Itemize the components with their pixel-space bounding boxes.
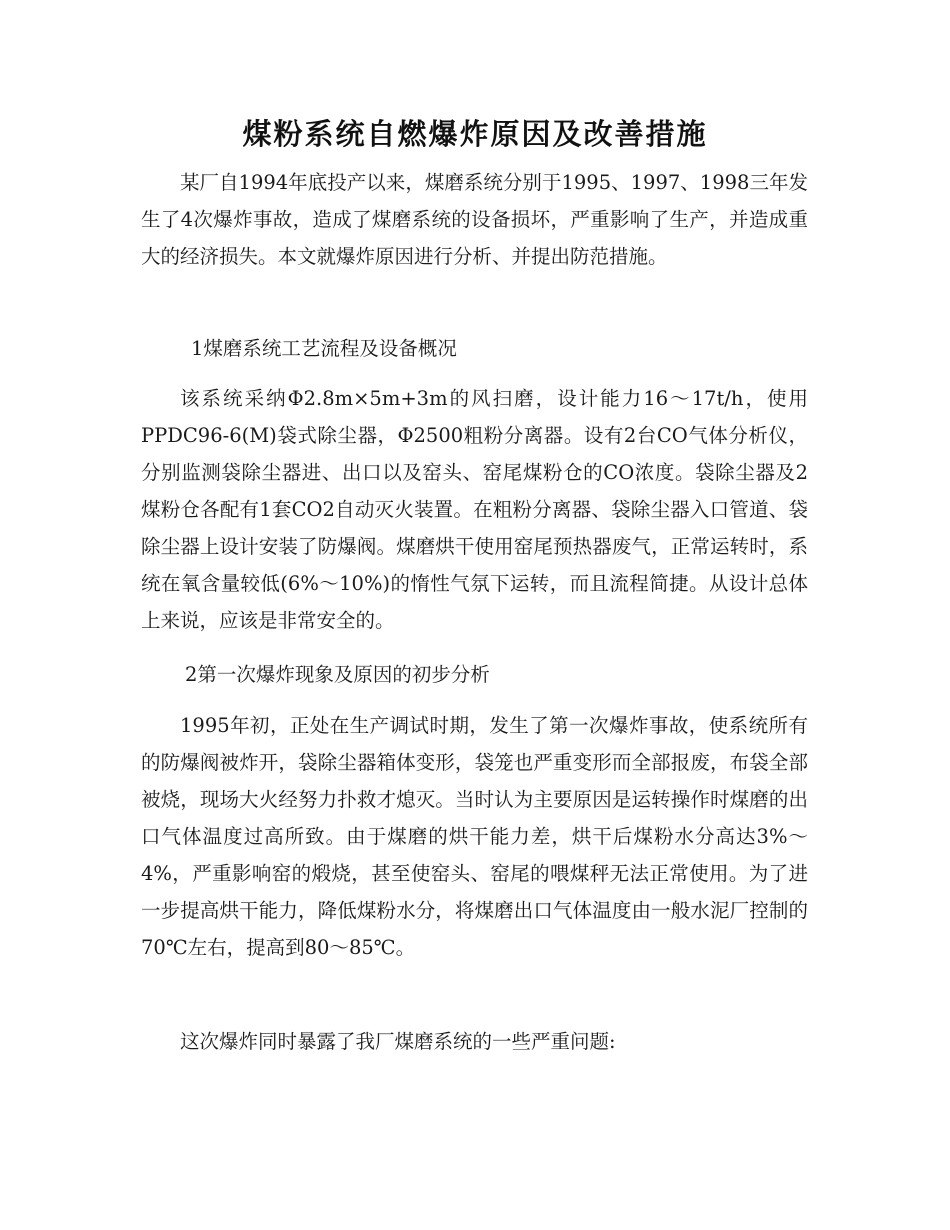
paragraph-system-overview: 该系统采纳Φ2.8m×5m+3m的风扫磨，设计能力16～17t/h，使用PPDC96-6(M)袋式除尘器，Φ2500粗粉分离器。设有2台CO气体分析仪，分别监测袋除尘器进、出口以及窑头、窑尾煤粉仓的CO浓度。袋除尘器及2煤粉仓各配有1套CO2自动灭火装置。在粗粉分离器、袋除尘器入口管道、袋除尘器上设计安装了防爆阀。煤磨烘干使用窑尾预热器废气，正常运转时，系统在氧含量较低(6%～10%)的惰性气氛下运转，而且流程简捷。从设计总体上来说，应该是非常安全的。: [141, 387, 808, 632]
paragraph-first-explosion: 1995年初，正处在生产调试时期，发生了第一次爆炸事故，使系统所有的防爆阀被炸开，袋除尘器箱体变形，袋笼也严重变形而全部报废，布袋全部被烧，现场大火经努力扑救才熄灭。当时认为主要原因是运转操作时煤磨的出口气体温度过高所致。由于煤磨的烘干能力差，烘干后煤粉水分高达3%～4%，严重影响窑的煅烧，甚至使窑头、窑尾的喂煤秤无法正常使用。为了进一步提高烘干能力，降低煤粉水分，将煤磨出口气体温度由一般水泥厂控制的70℃左右，提高到80～85℃。: [141, 714, 808, 959]
section-heading-1: 1煤磨系统工艺流程及设备概况: [191, 337, 457, 360]
section-heading-2: 2第一次爆炸现象及原因的初步分析: [185, 663, 490, 686]
paragraph-problems-intro: 这次爆炸同时暴露了我厂煤磨系统的一些严重问题:: [180, 1030, 616, 1053]
paragraph-intro: 某厂自1994年底投产以来，煤磨系统分别于1995、1997、1998三年发生了4次爆炸事故，造成了煤磨系统的设备损坏，严重影响了生产，并造成重大的经济损失。本文就爆炸原因进行分析、并提出防范措施。: [141, 171, 808, 268]
document-title: 煤粉系统自燃爆炸原因及改善措施: [242, 117, 708, 151]
